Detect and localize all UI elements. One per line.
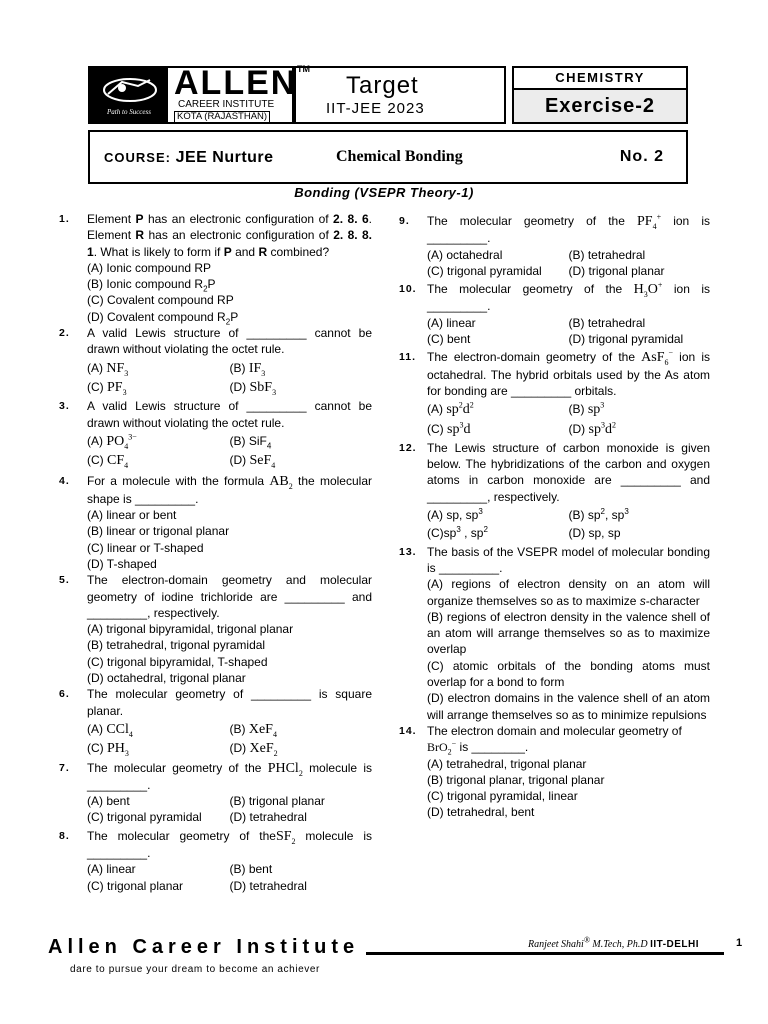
course-label: COURSE: JEE Nurture <box>104 149 274 166</box>
options-row: (C) $sp^3d$ (D) $sp^3d^2$ <box>427 419 616 437</box>
options-row: (A) octahedral (B) tetrahedral <box>427 247 646 262</box>
question-10 <box>396 281 710 347</box>
question-2 <box>56 325 372 396</box>
question-number: 12. <box>399 441 417 454</box>
topic-title: Chemical Bonding <box>336 148 463 165</box>
question-13 <box>396 544 710 723</box>
question-number: 4. <box>59 475 70 488</box>
left-column <box>56 211 372 894</box>
option-a: (A) trigonal bipyramidal, trigonal planar <box>87 622 294 637</box>
question-number: 3. <box>59 400 70 413</box>
options-row: (C) $PF_3$ (D) SbF$_3$ <box>87 379 277 397</box>
question-stem: The molecular geometry of theSF$_2$ molecule is _________. <box>87 828 372 860</box>
question-stem: A valid Lewis structure of _________ cannot be drawn without violating the octet rule. <box>87 326 372 357</box>
allen-logo <box>88 64 298 124</box>
question-number: 9. <box>399 215 410 227</box>
course-bar <box>88 130 688 184</box>
question-stem: Element P has an electronic configuration of 2. 8. 6. Element R has an electronic configuration of 2. 8. 8. 1. What is likely to form if P and R combined? <box>87 212 373 259</box>
options-row: (A) sp, $sp^3$ (B) $sp^2$, $sp^3$ <box>427 507 629 523</box>
trademark: TM <box>297 64 310 74</box>
option-d: (D) octahedral, trigonal planar <box>87 671 246 686</box>
question-stem: The electron-domain geometry and molecular geometry of iodine trichloride are _________ and _________, respectively. <box>87 573 372 620</box>
options-row: (A) CCl$_4$ (B) XeF$_4$ <box>87 721 277 739</box>
question-8 <box>56 828 372 894</box>
question-stem: The molecular geometry of _________ is square planar. <box>87 687 372 718</box>
option-d: (D) Covalent compound $R_2P$ <box>87 309 239 327</box>
option-c: (C) linear or T-shaped <box>87 540 204 555</box>
option-b: (B) tetrahedral, trigonal pyramidal <box>87 638 266 653</box>
target-box <box>294 66 506 124</box>
question-number: 14. <box>399 724 417 737</box>
question-11 <box>396 349 710 437</box>
option-d: (D) electron domains in the valence shell of an atom will arrange themselves so as to minimize repulsions <box>427 691 710 722</box>
question-3 <box>56 398 372 469</box>
question-stem: A valid Lewis structure of _________ cannot be drawn without violating the octet rule. <box>87 399 372 430</box>
logo-tagline: Path to Success <box>107 108 151 116</box>
options-row: (A) linear (B) tetrahedral <box>427 315 646 330</box>
options-row: (A) linear (B) bent <box>87 862 273 877</box>
option-b: (B) linear or trigonal planar <box>87 524 230 539</box>
brand-line2: KOTA (RAJASTHAN) <box>174 111 270 123</box>
question-number: 8. <box>59 829 70 842</box>
option-c: (C) trigonal pyramidal, linear <box>427 789 578 804</box>
question-12 <box>396 440 710 542</box>
target-title: Target <box>346 72 419 99</box>
options-row: (C) bent (D) trigonal pyramidal <box>427 332 684 347</box>
question-7 <box>56 760 372 826</box>
question-number: 7. <box>59 761 70 774</box>
question-number: 10. <box>399 283 417 296</box>
course-value: JEE Nurture <box>175 149 274 166</box>
sheet-number: No. 2 <box>619 148 664 165</box>
option-d: (D) T-shaped <box>87 556 157 571</box>
option-a: (A) Ionic compound RP <box>87 260 212 275</box>
options-row: (A) $sp^2d^2$ (B) $sp^3$ <box>427 400 605 418</box>
question-9 <box>396 213 710 279</box>
target-exam: IIT-JEE 2023 <box>326 100 425 117</box>
question-stem: The electron-domain geometry of the AsF$_6$− ion is octahedral. The hybrid orbitals used by the As atom for bonding are _________ orbitals. <box>427 348 710 398</box>
footer-rule <box>366 952 724 955</box>
question-1 <box>56 211 372 325</box>
question-14 <box>396 723 710 821</box>
options-row: (A) $PO_4^{3-}$ (B) SiF$_4$ <box>87 432 272 451</box>
options-row: (C) $PH_3$ (D) XeF$_2$ <box>87 741 278 758</box>
question-stem: The molecular geometry of the $H_3O^+$ ion is _________. <box>427 280 710 314</box>
subject-label: CHEMISTRY <box>512 66 688 90</box>
question-6 <box>56 686 372 757</box>
footer-institute: Allen Career Institute <box>48 936 360 958</box>
option-b: (B) trigonal planar, trigonal planar <box>427 772 605 787</box>
logo-emblem <box>92 70 166 120</box>
question-number: 11. <box>399 351 417 364</box>
option-a: (A) regions of electron density on an atom will organize themselves so as to maximize s-character <box>427 577 710 608</box>
option-a: (A) tetrahedral, trigonal planar <box>427 756 587 771</box>
question-5 <box>56 572 372 686</box>
footer-tagline: dare to pursue your dream to become an achiever <box>70 964 320 975</box>
footer-author: Ranjeet Shahi® M.Tech, Ph.D IIT-DELHI <box>528 935 700 950</box>
options-row: (C) $CF_4$ (D) SeF$_4$ <box>87 453 276 470</box>
option-c: (C) atomic orbitals of the bonding atoms must overlap for a bond to form <box>427 658 710 690</box>
options-row: $(C)sp^3$ , $sp^2$ (D) sp, sp <box>427 525 621 541</box>
options-row: (C) trigonal pyramidal (D) trigonal planar <box>427 263 665 278</box>
option-b: (B) regions of electron density in the valence shell of an atom will arrange themselves so as to maximize overlap <box>427 609 710 657</box>
page-number: 1 <box>736 937 743 949</box>
options-row: (C) trigonal planar (D) tetrahedral <box>87 878 307 893</box>
option-a: (A) linear or bent <box>87 508 177 523</box>
question-stem: The electron domain and molecular geometry of BrO$_2$− is ________. <box>427 723 682 757</box>
question-number: 6. <box>59 688 70 701</box>
option-b: (B) Ionic compound $R_2P$ <box>87 277 216 294</box>
options-row: (A) $NF_3$ (B) $IF_3$ <box>87 360 266 378</box>
brand-name: ALLEN <box>174 64 298 102</box>
option-c: (C) trigonal bipyramidal, T-shaped <box>87 654 268 669</box>
right-column <box>396 213 710 821</box>
question-stem: For a molecule with the formula $AB_2$ the molecular shape is _________. <box>87 474 372 506</box>
question-4 <box>56 473 372 572</box>
question-stem: The Lewis structure of carbon monoxide is given below. The hybridizations of the carbon and oxygen atoms in carbon monoxide are _________ and _________, respectively. <box>427 440 710 504</box>
question-stem: The molecular geometry of the PHCl$_2$ molecule is _________. <box>87 760 373 792</box>
logo-text-panel <box>168 64 298 122</box>
options-row: (A) bent (B) trigonal planar <box>87 794 325 809</box>
question-stem: The molecular geometry of the $PF_4^+$ ion is _________. <box>427 212 710 246</box>
question-number: 1. <box>59 213 70 225</box>
brand-line1: CAREER INSTITUTE <box>178 99 275 110</box>
option-c: (C) Covalent compound RP <box>87 293 234 308</box>
question-stem: The basis of the VSEPR model of molecular bonding is _________. <box>427 544 710 575</box>
question-number: 2. <box>59 327 70 340</box>
options-row: (C) trigonal pyramidal (D) tetrahedral <box>87 810 307 825</box>
option-d: (D) tetrahedral, bent <box>427 805 535 820</box>
question-number: 13. <box>399 545 417 558</box>
question-number: 5. <box>59 574 70 587</box>
exercise-label: Exercise-2 <box>512 88 688 124</box>
section-title: Bonding (VSEPR Theory-1) <box>294 185 474 200</box>
